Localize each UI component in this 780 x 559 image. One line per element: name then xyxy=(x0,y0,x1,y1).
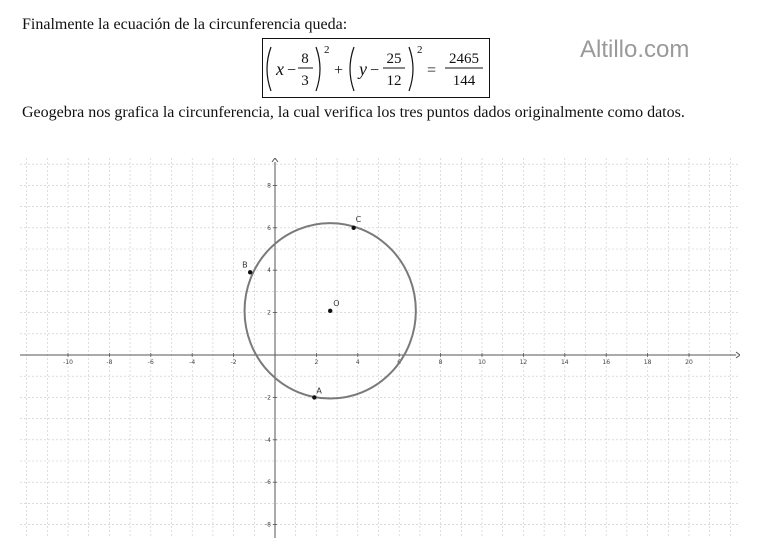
y-tick-label: -2 xyxy=(265,394,271,402)
geogebra-graph xyxy=(20,158,740,538)
point-c xyxy=(351,226,355,230)
x-tick-label: 8 xyxy=(438,359,443,366)
y-tick-label: 6 xyxy=(267,224,271,232)
y-tick-label: 4 xyxy=(267,267,271,275)
eq-equals: = xyxy=(427,62,437,79)
equation-formula xyxy=(263,39,491,99)
point-label-b: B xyxy=(242,260,248,270)
y-tick-label: -6 xyxy=(265,479,271,487)
x-tick-label: 12 xyxy=(519,359,528,366)
eq-y-var: y xyxy=(359,59,367,79)
graph-axes xyxy=(20,158,740,538)
y-tick-label: -8 xyxy=(265,521,271,529)
x-tick-label: 20 xyxy=(685,359,693,366)
x-tick-label: 6 xyxy=(397,359,402,366)
graph-shapes xyxy=(242,215,416,400)
eq-k-denominator: 12 xyxy=(386,73,402,89)
right-paren-2 xyxy=(409,47,413,91)
x-tick-label: 10 xyxy=(478,359,486,366)
y-tick-label: -4 xyxy=(265,436,271,444)
eq-h-denominator: 3 xyxy=(301,73,309,89)
eq-h-numerator: 8 xyxy=(301,51,309,67)
eq-minus-2: − xyxy=(370,62,380,79)
left-paren-1 xyxy=(267,47,271,91)
point-a xyxy=(312,395,316,399)
point-label-c: C xyxy=(355,214,362,224)
x-tick-label: 18 xyxy=(643,359,652,366)
x-tick-label: 2 xyxy=(314,359,319,366)
eq-k-numerator: 25 xyxy=(386,51,402,67)
eq-exponent-1: 2 xyxy=(324,44,330,56)
point-label-o: O xyxy=(333,298,340,308)
caption-text: Geogebra nos grafica la circunferencia, la cual verifica los tres puntos dados originalmente como datos. xyxy=(22,104,685,121)
x-tick-label: -10 xyxy=(63,359,73,366)
circle-equation xyxy=(262,38,490,98)
x-tick-label: -2 xyxy=(230,359,237,366)
left-paren-2 xyxy=(350,47,354,91)
y-tick-label: 2 xyxy=(267,309,271,317)
x-tick-label: 14 xyxy=(560,359,569,366)
x-tick-label: 4 xyxy=(355,359,360,366)
right-paren-1 xyxy=(316,47,320,91)
point-o xyxy=(328,309,332,313)
y-tick-label: 8 xyxy=(267,182,271,190)
eq-r2-denominator: 144 xyxy=(452,73,476,89)
eq-x-var: x xyxy=(276,59,284,79)
x-tick-label: -8 xyxy=(106,359,113,366)
x-tick-label: 16 xyxy=(602,359,611,366)
x-tick-label: -4 xyxy=(189,359,196,366)
eq-plus: + xyxy=(334,62,344,79)
point-b xyxy=(248,270,252,274)
x-tick-label: -6 xyxy=(147,359,154,366)
eq-minus-1: − xyxy=(287,62,297,79)
point-label-a: A xyxy=(316,386,322,396)
intro-text: Finalmente la ecuación de la circunferencia queda: xyxy=(22,16,348,33)
watermark-logo: Altillo.com xyxy=(580,36,690,63)
eq-r2-numerator: 2465 xyxy=(449,51,479,67)
eq-exponent-2: 2 xyxy=(417,44,423,56)
graph-grid xyxy=(20,158,740,538)
